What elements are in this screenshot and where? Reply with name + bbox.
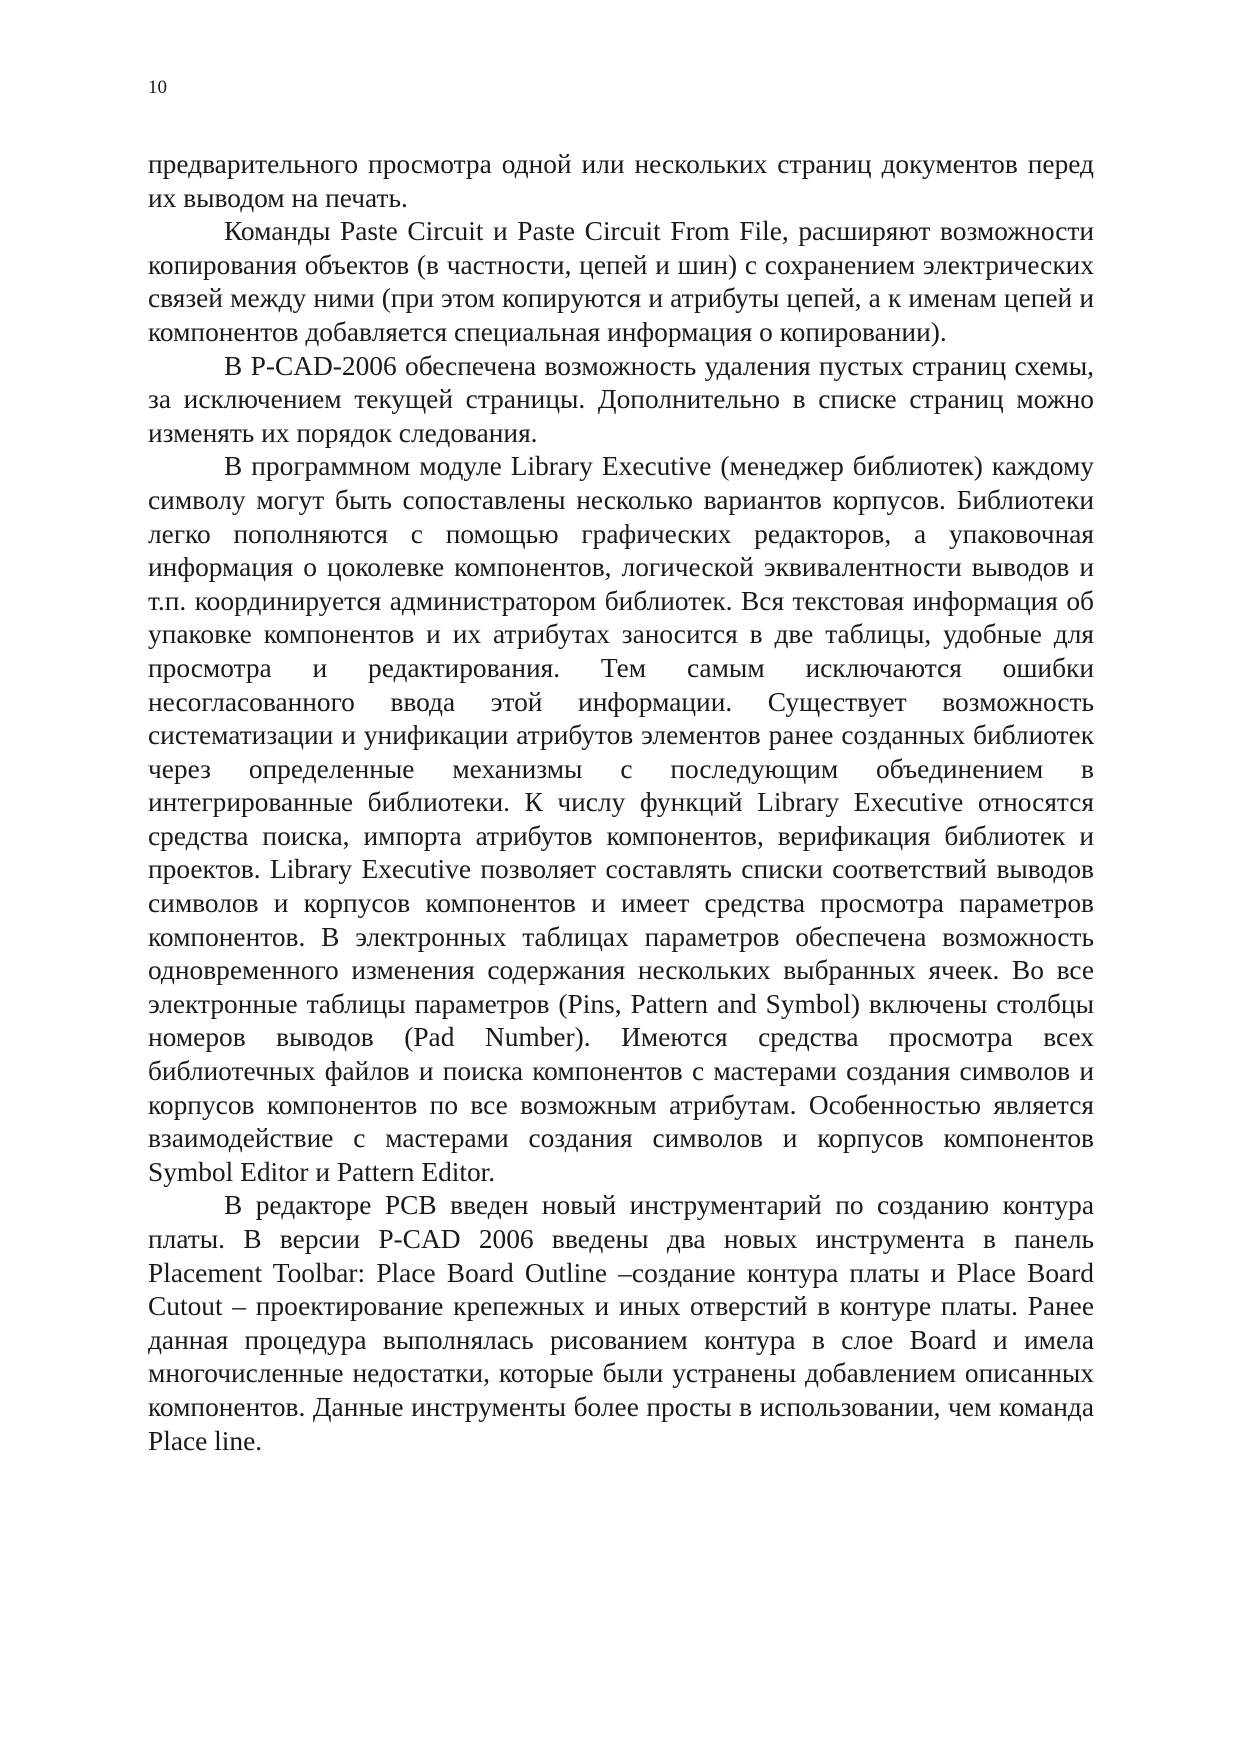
paragraph: предварительного просмотра одной или нескольких страниц документов перед их выводом на печать.: [148, 149, 1094, 213]
paragraph: В редакторе PCB введен новый инструментарий по созданию контура платы. В версии P-CAD 2006 введены два новых инструмента в панель Placement Toolbar: Place Board Outline –создание контура платы и Place Board Cutout – проектирование крепежных и иных отверстий в контуре платы. Ранее данная процедура выполнялась рисованием контура в слое Board и имела многочисленные недостатки, которые были устранены добавлением описанных компонентов. Данные инструменты более просты в использовании, чем команда Place line.: [148, 1190, 1094, 1456]
paragraph: В программном модуле Library Executive (менеджер библиотек) каждому символу могут быть сопоставлены несколько вариантов корпусов. Библиотеки легко пополняются с помощью графических редакторов, а упаковочная информация о цоколевке компонентов, логической эквивалентности выводов и т.п. координируется администратором библиотек. Вся текстовая информация об упаковке компонентов и их атрибутах заносится в две таблицы, удобные для просмотра и редактирования. Тем самым исключаются ошибки несогласованного ввода этой информации. Существует возможность систематизации и унификации атрибутов элементов ранее созданных библиотек через определенные механизмы с последующим объединением в интегрированные библиотеки. К числу функций Library Executive относятся средства поиска, импорта атрибутов компонентов, верификация библиотек и проектов. Library Executive позволяет составлять списки соответствий выводов символов и корпусов компонентов и имеет средства просмотра параметров компонентов. В электронных таблицах параметров обеспечена возможность одновременного изменения содержания нескольких выбранных ячеек. Во все электронные таблицы параметров (Pins, Pattern and Symbol) включены столбцы номеров выводов (Pad Number). Имеются средства просмотра всех библиотечных файлов и поиска компонентов с мастерами создания символов и корпусов компонентов по все возможным атрибутам. Особенностью является взаимодействие с мастерами создания символов и корпусов компонентов Symbol Editor и Pattern Editor.: [148, 451, 1094, 1187]
paragraph: Команды Paste Circuit и Paste Circuit From File, расширяют возможности копирования объектов (в частности, цепей и шин) с сохранением электрических связей между ними (при этом копируются и атрибуты цепей, а к именам цепей и компонентов добавляется специальная информация о копировании).: [148, 216, 1094, 347]
paragraph: В P-CAD-2006 обеспечена возможность удаления пустых страниц схемы, за исключением текущей страницы. Дополнительно в списке страниц можно изменять их порядок следования.: [148, 350, 1094, 448]
page-number: 10: [148, 77, 167, 98]
body-text: [148, 148, 1094, 1458]
